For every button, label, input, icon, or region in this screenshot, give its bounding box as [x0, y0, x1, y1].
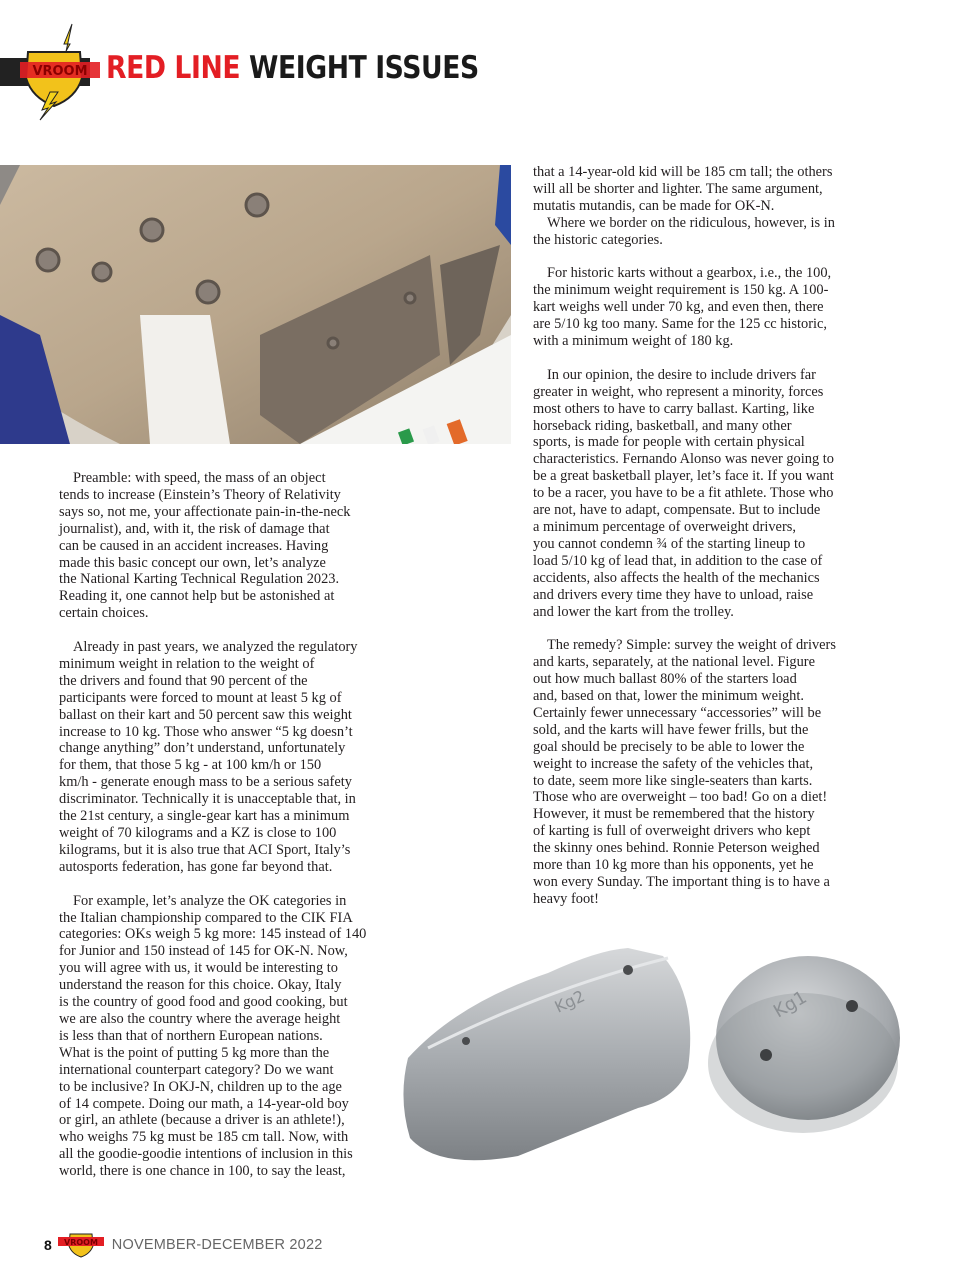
text-line: to date, seem more like single-seaters than karts.	[533, 772, 813, 789]
text-line: or girl, an athlete (because a driver is an athlete!),	[59, 1112, 345, 1129]
vroom-footer-logo	[56, 1232, 106, 1258]
text-line: with a minimum weight of 180 kg.	[533, 333, 734, 350]
text-line: most others to have to carry ballast. Karting, like	[533, 400, 815, 417]
text-line: participants were forced to mount at least 5 kg of	[59, 689, 342, 706]
article-paragraph	[533, 367, 873, 621]
text-line: the minimum weight requirement is 150 kg. A 100-	[533, 282, 829, 299]
text-line: the 21st century, a single-gear kart has a minimum	[59, 808, 350, 825]
text-line: heavy foot!	[533, 890, 599, 907]
text-line: mutatis mutandis, can be made for OK-N.	[533, 197, 775, 214]
text-line: autosports federation, has gone far beyond that.	[59, 858, 333, 875]
article-paragraph	[533, 265, 873, 350]
article-left-column	[59, 470, 399, 1197]
text-line: Certainly fewer unnecessary “accessories” will be	[533, 704, 822, 721]
text-line: sold, and the karts will have fewer frills, but the	[533, 721, 809, 738]
text-line: horseback riding, basketball, and many other	[533, 417, 792, 434]
text-line: understand the reason for this choice. Okay, Italy	[59, 977, 342, 994]
text-line: tends to increase (Einstein’s Theory of Relativity	[59, 486, 341, 503]
svg-text:VROOM: VROOM	[63, 1238, 98, 1247]
text-line: greater in weight, who represent a minority, forces	[533, 383, 824, 400]
text-line: What is the point of putting 5 kg more than the	[59, 1044, 330, 1061]
text-line: be a great basketball player, let’s face it. If you want	[533, 468, 834, 485]
text-line: Already in past years, we analyzed the regulatory	[73, 639, 358, 656]
text-line: For historic karts without a gearbox, i.e., the 100,	[547, 265, 832, 282]
text-line: of karting is full of overweight drivers who kept	[533, 823, 811, 840]
text-line: we are also the country where the average height	[59, 1010, 341, 1027]
text-line: says so, not me, your affectionate pain-in-the-neck	[59, 503, 351, 520]
text-line: out how much ballast 80% of the starters load	[533, 671, 797, 688]
text-line: a minimum percentage of overweight drivers,	[533, 519, 796, 535]
text-line: won every Sunday. The important thing is to have a	[533, 874, 830, 891]
title-red: RED LINE	[106, 50, 241, 86]
text-line: and drivers every time they have to unload, raise	[533, 586, 814, 603]
text-line: Those who are overweight – too bad! Go on a diet!	[533, 789, 828, 806]
text-line: to be a racer, you have to be a fit athlete. Those who	[533, 485, 834, 502]
text-line: change anything” don’t understand, unfortunately	[59, 740, 346, 757]
article-paragraph	[59, 639, 399, 876]
page-number: 8	[44, 1237, 52, 1253]
text-line: km/h - generate enough mass to be a serious safety	[59, 774, 352, 791]
text-line: In our opinion, the desire to include drivers far	[547, 366, 816, 383]
text-line: that a 14-year-old kid will be 185 cm tall; the others	[533, 164, 833, 180]
article-paragraph	[533, 164, 873, 249]
text-line: certain choices.	[59, 605, 149, 622]
text-line: weight of 70 kilograms and a KZ is close to 100	[59, 825, 337, 842]
text-line: will all be shorter and lighter. The same argument,	[533, 180, 823, 197]
page-title	[106, 50, 479, 86]
text-line: However, it must be remembered that the history	[533, 806, 815, 823]
text-line: Reading it, one cannot help but be astonished at	[59, 588, 335, 605]
text-line: weight to increase the safety of the vehicles that,	[533, 755, 814, 772]
text-line: characteristics. Fernando Alonso was never going to	[533, 451, 834, 468]
text-line: the drivers and found that 90 percent of the	[59, 672, 308, 689]
text-line: more than 10 kg more than his opponents, yet he	[533, 857, 814, 874]
text-line: you cannot condemn ¾ of the starting lineup to	[533, 535, 806, 552]
vroom-logo	[20, 22, 100, 122]
text-line: and, based on that, lower the minimum weight.	[533, 688, 804, 705]
issue-date: NOVEMBER-DECEMBER 2022	[111, 1237, 323, 1253]
lead-ballast-weights-photo	[398, 908, 918, 1183]
text-line: is less than that of northern European nations.	[59, 1027, 323, 1044]
text-line: increase to 10 kg. Those who answer “5 kg doesn’t	[59, 723, 353, 740]
text-line: sports, is made for people with certain physical	[533, 434, 805, 451]
kart-seat-photo	[0, 165, 511, 444]
text-line: can be caused in an accident increases. Having	[59, 537, 329, 554]
text-line: you will agree with us, it would be interesting to	[59, 960, 338, 977]
text-line: ballast on their kart and 50 percent saw this weight	[59, 706, 352, 723]
text-line: made this basic concept our own, let’s analyze	[59, 554, 326, 571]
text-line: are not, have to adapt, compensate. But to include	[533, 502, 821, 519]
text-line: For example, let’s analyze the OK categories in	[73, 892, 347, 909]
text-line: Where we border on the ridiculous, however, is in	[547, 214, 835, 231]
text-line: the National Karting Technical Regulation 2023.	[59, 571, 340, 588]
text-line: categories: OKs weigh 5 kg more: 145 instead of 140	[59, 926, 367, 943]
section-header	[0, 22, 479, 122]
title-black: WEIGHT ISSUES	[249, 50, 479, 86]
text-line: of 14 compete. Doing our math, a 14-year-old boy	[59, 1095, 349, 1112]
article-paragraph	[59, 893, 399, 1180]
text-line: international counterpart category? Do we want	[59, 1061, 334, 1078]
text-line: the historic categories.	[533, 231, 663, 248]
text-line: goal should be precisely to be able to lower the	[533, 738, 805, 755]
text-line: to be inclusive? In OKJ-N, children up to the age	[59, 1078, 342, 1095]
text-line: all the goodie-goodie intentions of inclusion in this	[59, 1146, 353, 1163]
article-paragraph	[59, 470, 399, 622]
page-footer	[44, 1232, 322, 1258]
svg-text:Kg1: Kg1	[770, 986, 811, 1023]
text-line: kart weighs well under 70 kg, and even then, there	[533, 299, 824, 316]
text-line: load 5/10 kg of lead that, in addition to the case of	[533, 552, 823, 569]
text-line: is the country of good food and good cooking, but	[59, 994, 348, 1011]
svg-text:Kg2: Kg2	[551, 986, 588, 1017]
text-line: The remedy? Simple: survey the weight of drivers	[547, 637, 836, 654]
text-line: Preamble: with speed, the mass of an object	[73, 470, 326, 486]
text-line: discriminator. Technically it is unacceptable that, in	[59, 791, 356, 808]
text-line: accidents, also affects the health of the mechanics	[533, 569, 820, 586]
text-line: and karts, separately, at the national level. Figure	[533, 654, 815, 671]
svg-text:VROOM: VROOM	[32, 64, 88, 79]
text-line: world, there is one chance in 100, to say the least,	[59, 1163, 346, 1180]
text-line: are 5/10 kg too many. Same for the 125 cc historic,	[533, 316, 827, 333]
text-line: and lower the kart from the trolley.	[533, 603, 734, 620]
text-line: for them, that those 5 kg - at 100 km/h or 150	[59, 757, 322, 774]
text-line: who weighs 75 kg must be 185 cm tall. Now, with	[59, 1129, 349, 1146]
article-paragraph	[533, 637, 873, 908]
text-line: kilograms, but it is also true that ACI Sport, Italy’s	[59, 841, 351, 858]
text-line: journalist), and, with it, the risk of damage that	[59, 520, 330, 537]
text-line: minimum weight in relation to the weight of	[59, 655, 315, 672]
text-line: for Junior and 150 instead of 145 for OK-N. Now,	[59, 943, 348, 960]
text-line: the skinny ones behind. Ronnie Peterson weighed	[533, 840, 820, 857]
article-right-column	[533, 164, 873, 925]
text-line: the Italian championship compared to the CIK FIA	[59, 909, 353, 926]
